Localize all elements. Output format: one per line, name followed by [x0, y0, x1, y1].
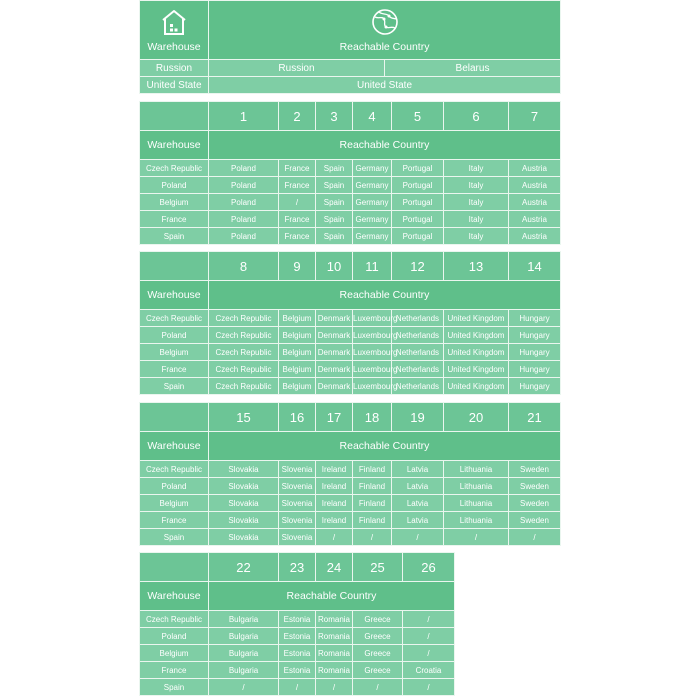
country-cell: United Kingdom: [444, 378, 509, 395]
warehouse-cell: Czech Republic: [140, 310, 209, 327]
warehouse-cell: Poland: [140, 327, 209, 344]
country-cell: France: [279, 228, 316, 245]
country-cell: United Kingdom: [444, 344, 509, 361]
column-number: 2: [279, 102, 316, 131]
column-number: 18: [353, 403, 392, 432]
country-cell: /: [316, 529, 353, 546]
country-cell: Hungary: [509, 361, 561, 378]
country-cell: France: [279, 160, 316, 177]
country-cell: Austria: [509, 194, 561, 211]
reachable-label: Reachable Country: [339, 41, 430, 53]
warehouse-label: Warehouse: [140, 432, 209, 461]
country-cell: Luxembourg: [353, 327, 392, 344]
country-cell: Denmark: [316, 310, 353, 327]
warehouse-cell: France: [140, 662, 209, 679]
column-number: 1: [209, 102, 279, 131]
country-cell: Netherlands: [392, 361, 444, 378]
column-number: 23: [279, 553, 316, 582]
table-row: [140, 378, 561, 395]
country-cell: Slovakia: [209, 478, 279, 495]
table-row: [140, 645, 455, 662]
country-cell: Poland: [209, 194, 279, 211]
reachable-header-cell: [209, 1, 561, 60]
country-cell: Spain: [316, 160, 353, 177]
table-row: [140, 662, 455, 679]
number-row: [140, 553, 455, 582]
column-number: 10: [316, 252, 353, 281]
country-cell: Denmark: [316, 344, 353, 361]
country-cell: Sweden: [509, 495, 561, 512]
country-cell: Estonia: [279, 645, 316, 662]
country-cell: Luxembourg: [353, 361, 392, 378]
column-number: 11: [353, 252, 392, 281]
warehouse-header-cell: [140, 1, 209, 60]
country-cell: Finland: [353, 495, 392, 512]
warehouse-cell: Poland: [140, 177, 209, 194]
blank-cell: [140, 252, 209, 281]
country-cell: Greece: [353, 628, 403, 645]
country-cell: Portugal: [392, 177, 444, 194]
country-cell: Netherlands: [392, 344, 444, 361]
table-row: [140, 327, 561, 344]
country-cell: Belgium: [279, 378, 316, 395]
warehouse-block-3: [139, 402, 561, 546]
country-cell: Bulgaria: [209, 645, 279, 662]
table-row: [140, 361, 561, 378]
country-cell: Denmark: [316, 327, 353, 344]
country-cell: Germany: [353, 177, 392, 194]
warehouse-block-2: [139, 251, 561, 395]
country-cell: Germany: [353, 194, 392, 211]
country-cell: Greece: [353, 662, 403, 679]
country-cell: Germany: [353, 228, 392, 245]
warehouse-cell: Belgium: [140, 495, 209, 512]
country-cell: Denmark: [316, 361, 353, 378]
column-number: 5: [392, 102, 444, 131]
column-number: 4: [353, 102, 392, 131]
warehouse-table-top: [139, 0, 561, 94]
country-cell: Slovakia: [209, 461, 279, 478]
warehouse-cell: Poland: [140, 628, 209, 645]
country-cell: Italy: [444, 228, 509, 245]
warehouse-cell: Belgium: [140, 645, 209, 662]
table-row: [140, 60, 561, 77]
country-cell: Sweden: [509, 512, 561, 529]
warehouse-label: Warehouse: [147, 41, 201, 53]
column-number: 22: [209, 553, 279, 582]
column-number: 15: [209, 403, 279, 432]
header-row: [140, 432, 561, 461]
number-row: [140, 403, 561, 432]
column-number: 17: [316, 403, 353, 432]
country-cell: /: [403, 628, 455, 645]
country-cell: Slovakia: [209, 495, 279, 512]
reachable-label: Reachable Country: [209, 582, 455, 611]
country-cell: Czech Republic: [209, 344, 279, 361]
country-cell: Latvia: [392, 461, 444, 478]
country-cell: Bulgaria: [209, 628, 279, 645]
country-cell: Italy: [444, 194, 509, 211]
column-number: 12: [392, 252, 444, 281]
country-cell: /: [279, 194, 316, 211]
country-cell: Lithuania: [444, 478, 509, 495]
country-cell: /: [509, 529, 561, 546]
country-cell: Romania: [316, 611, 353, 628]
country-cell: United Kingdom: [444, 327, 509, 344]
country-cell: Netherlands: [392, 310, 444, 327]
country-cell: Italy: [444, 177, 509, 194]
number-row: [140, 252, 561, 281]
country-cell: Hungary: [509, 378, 561, 395]
country-cell: Czech Republic: [209, 378, 279, 395]
warehouse-cell: Czech Republic: [140, 611, 209, 628]
warehouse-cell: Spain: [140, 529, 209, 546]
table-row: [140, 177, 561, 194]
reachable-label: Reachable Country: [209, 432, 561, 461]
country-cell: Finland: [353, 478, 392, 495]
warehouse-cell: Spain: [140, 378, 209, 395]
country-cell: Lithuania: [444, 461, 509, 478]
warehouse-icon: [159, 7, 189, 37]
country-cell: Spain: [316, 177, 353, 194]
country-cell: Slovakia: [209, 529, 279, 546]
warehouse-cell: United State: [140, 77, 209, 94]
country-cell: Ireland: [316, 478, 353, 495]
country-cell: Italy: [444, 160, 509, 177]
country-cell: Portugal: [392, 160, 444, 177]
country-cell: Ireland: [316, 512, 353, 529]
column-number: 7: [509, 102, 561, 131]
country-cell: Poland: [209, 211, 279, 228]
country-cell: Hungary: [509, 344, 561, 361]
country-cell: Czech Republic: [209, 327, 279, 344]
country-cell: Luxembourg: [353, 310, 392, 327]
table-row: [140, 628, 455, 645]
country-cell: Lithuania: [444, 495, 509, 512]
country-cell: Russion: [209, 60, 385, 77]
country-cell: /: [403, 645, 455, 662]
country-cell: Bulgaria: [209, 662, 279, 679]
country-cell: Slovenia: [279, 461, 316, 478]
country-cell: /: [392, 529, 444, 546]
country-cell: Luxembourg: [353, 378, 392, 395]
country-cell: Belgium: [279, 310, 316, 327]
country-cell: Estonia: [279, 611, 316, 628]
table-row: [140, 478, 561, 495]
country-cell: Poland: [209, 160, 279, 177]
country-cell: Finland: [353, 512, 392, 529]
warehouse-cell: France: [140, 512, 209, 529]
country-cell: /: [353, 679, 403, 696]
column-number: 9: [279, 252, 316, 281]
reachable-label: Reachable Country: [209, 281, 561, 310]
warehouse-cell: Russion: [140, 60, 209, 77]
country-cell: Greece: [353, 611, 403, 628]
header-row: [140, 582, 455, 611]
country-cell: Denmark: [316, 378, 353, 395]
country-cell: Netherlands: [392, 378, 444, 395]
country-cell: Belgium: [279, 361, 316, 378]
table-row: [140, 611, 455, 628]
country-cell: Ireland: [316, 495, 353, 512]
country-cell: Netherlands: [392, 327, 444, 344]
country-cell: Spain: [316, 228, 353, 245]
column-number: 26: [403, 553, 455, 582]
country-cell: Sweden: [509, 478, 561, 495]
country-cell: Romania: [316, 662, 353, 679]
reachable-label: Reachable Country: [209, 131, 561, 160]
warehouse-cell: Belgium: [140, 344, 209, 361]
globe-icon: [370, 7, 400, 37]
country-cell: Belgium: [279, 327, 316, 344]
country-cell: /: [403, 611, 455, 628]
warehouse-label: Warehouse: [140, 131, 209, 160]
header-row: [140, 1, 561, 60]
country-cell: Slovenia: [279, 495, 316, 512]
country-cell: Portugal: [392, 228, 444, 245]
column-number: 24: [316, 553, 353, 582]
warehouse-label: Warehouse: [140, 582, 209, 611]
table-row: [140, 160, 561, 177]
country-cell: Estonia: [279, 662, 316, 679]
table-row: [140, 344, 561, 361]
country-cell: France: [279, 177, 316, 194]
country-cell: Austria: [509, 228, 561, 245]
table-row: [140, 310, 561, 327]
warehouse-cell: France: [140, 211, 209, 228]
country-cell: Romania: [316, 628, 353, 645]
country-cell: Latvia: [392, 512, 444, 529]
country-cell: Belarus: [385, 60, 561, 77]
column-number: 25: [353, 553, 403, 582]
country-cell: Ireland: [316, 461, 353, 478]
country-cell: Estonia: [279, 628, 316, 645]
warehouse-cell: Czech Republic: [140, 160, 209, 177]
country-cell: /: [279, 679, 316, 696]
column-number: 19: [392, 403, 444, 432]
country-cell: Hungary: [509, 310, 561, 327]
column-number: 8: [209, 252, 279, 281]
country-cell: /: [444, 529, 509, 546]
blank-cell: [140, 403, 209, 432]
country-cell: United State: [209, 77, 561, 94]
country-cell: Sweden: [509, 461, 561, 478]
warehouse-cell: Czech Republic: [140, 461, 209, 478]
country-cell: Germany: [353, 160, 392, 177]
country-cell: Portugal: [392, 211, 444, 228]
country-cell: Romania: [316, 645, 353, 662]
country-cell: Hungary: [509, 327, 561, 344]
column-number: 16: [279, 403, 316, 432]
country-cell: Austria: [509, 211, 561, 228]
table-row: [140, 512, 561, 529]
table-row: [140, 228, 561, 245]
country-cell: Belgium: [279, 344, 316, 361]
country-cell: Lithuania: [444, 512, 509, 529]
country-cell: France: [279, 211, 316, 228]
warehouse-cell: France: [140, 361, 209, 378]
country-cell: United Kingdom: [444, 310, 509, 327]
country-cell: Finland: [353, 461, 392, 478]
country-cell: Spain: [316, 194, 353, 211]
header-row: [140, 131, 561, 160]
warehouse-cell: Poland: [140, 478, 209, 495]
column-number: 13: [444, 252, 509, 281]
country-cell: Poland: [209, 177, 279, 194]
country-cell: Luxembourg: [353, 344, 392, 361]
column-number: 20: [444, 403, 509, 432]
table-row: [140, 77, 561, 94]
country-cell: Greece: [353, 645, 403, 662]
warehouse-cell: Spain: [140, 679, 209, 696]
warehouse-block-4: [139, 552, 455, 696]
table-row: [140, 679, 455, 696]
country-cell: Portugal: [392, 194, 444, 211]
header-row: [140, 281, 561, 310]
country-cell: Germany: [353, 211, 392, 228]
country-cell: Austria: [509, 160, 561, 177]
warehouse-label: Warehouse: [140, 281, 209, 310]
table-row: [140, 495, 561, 512]
country-cell: /: [353, 529, 392, 546]
country-cell: Latvia: [392, 495, 444, 512]
country-cell: Slovakia: [209, 512, 279, 529]
country-cell: Slovenia: [279, 512, 316, 529]
column-number: 3: [316, 102, 353, 131]
blank-cell: [140, 553, 209, 582]
country-cell: Italy: [444, 211, 509, 228]
country-cell: Latvia: [392, 478, 444, 495]
country-cell: /: [316, 679, 353, 696]
table-row: [140, 529, 561, 546]
warehouse-cell: Belgium: [140, 194, 209, 211]
column-number: 21: [509, 403, 561, 432]
blank-cell: [140, 102, 209, 131]
warehouse-cell: Spain: [140, 228, 209, 245]
table-row: [140, 461, 561, 478]
country-cell: Croatia: [403, 662, 455, 679]
country-cell: Poland: [209, 228, 279, 245]
country-cell: Bulgaria: [209, 611, 279, 628]
table-row: [140, 194, 561, 211]
column-number: 14: [509, 252, 561, 281]
country-cell: /: [403, 679, 455, 696]
number-row: [140, 102, 561, 131]
country-cell: Austria: [509, 177, 561, 194]
warehouse-block-1: [139, 101, 561, 245]
country-cell: Czech Republic: [209, 361, 279, 378]
column-number: 6: [444, 102, 509, 131]
country-cell: Czech Republic: [209, 310, 279, 327]
country-cell: United Kingdom: [444, 361, 509, 378]
country-cell: Slovenia: [279, 529, 316, 546]
country-cell: Slovenia: [279, 478, 316, 495]
country-cell: /: [209, 679, 279, 696]
table-row: [140, 211, 561, 228]
country-cell: Spain: [316, 211, 353, 228]
